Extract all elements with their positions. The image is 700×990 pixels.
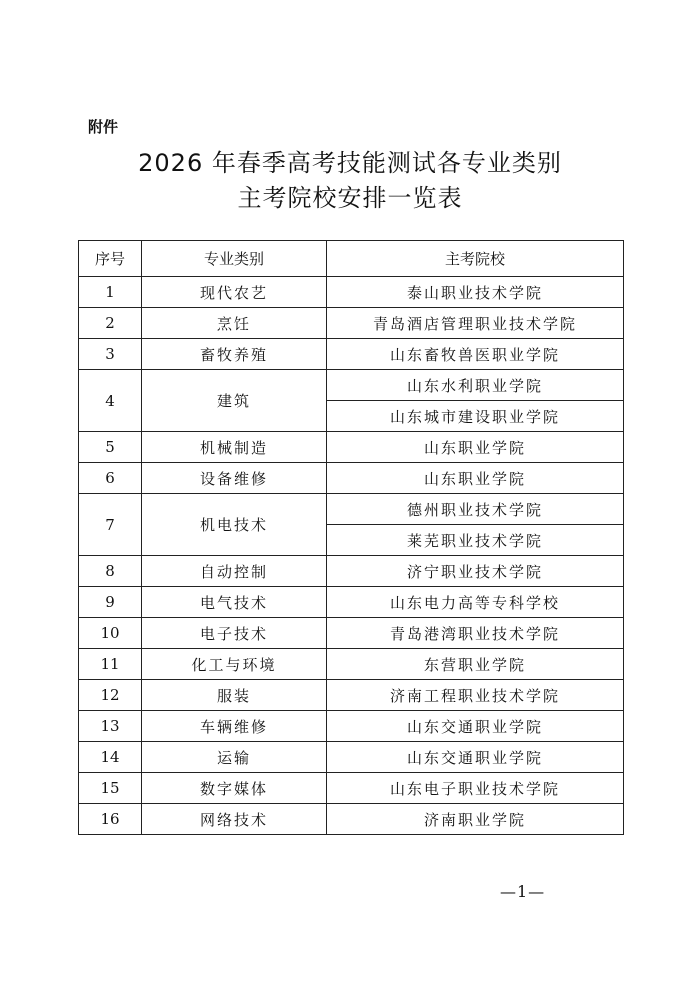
table-header-row (79, 241, 624, 277)
category-cell: 网络技术 (142, 804, 327, 835)
serial-number-cell: 3 (79, 339, 142, 370)
serial-number-cell: 8 (79, 556, 142, 587)
serial-number-cell: 1 (79, 277, 142, 308)
header-school: 主考院校 (327, 241, 624, 277)
serial-number-cell: 10 (79, 618, 142, 649)
serial-number-cell: 13 (79, 711, 142, 742)
school-cell: 青岛港湾职业技术学院 (327, 618, 624, 649)
header-serial-number: 序号 (79, 241, 142, 277)
school-cell: 山东电力高等专科学校 (327, 587, 624, 618)
table-row (79, 680, 624, 711)
school-cell: 山东城市建设职业学院 (327, 401, 624, 432)
serial-number-cell: 11 (79, 649, 142, 680)
serial-number-cell: 9 (79, 587, 142, 618)
category-cell: 机电技术 (142, 494, 327, 556)
category-cell: 电气技术 (142, 587, 327, 618)
table-row (79, 463, 624, 494)
category-cell: 化工与环境 (142, 649, 327, 680)
page-number: —1— (500, 882, 546, 901)
category-cell: 畜牧养殖 (142, 339, 327, 370)
table-row (79, 742, 624, 773)
school-cell: 山东职业学院 (327, 432, 624, 463)
school-cell: 泰山职业技术学院 (327, 277, 624, 308)
header-category: 专业类别 (142, 241, 327, 277)
category-cell: 车辆维修 (142, 711, 327, 742)
table-row (79, 556, 624, 587)
category-cell: 现代农艺 (142, 277, 327, 308)
category-cell: 烹饪 (142, 308, 327, 339)
table-row (79, 339, 624, 370)
serial-number-cell: 12 (79, 680, 142, 711)
table-row (79, 432, 624, 463)
serial-number-cell: 14 (79, 742, 142, 773)
table-row (79, 277, 624, 308)
table-row (79, 308, 624, 339)
serial-number-cell: 4 (79, 370, 142, 432)
category-cell: 自动控制 (142, 556, 327, 587)
document-title-line-2: 主考院校安排一览表 (237, 184, 463, 212)
serial-number-cell: 2 (79, 308, 142, 339)
serial-number-cell: 7 (79, 494, 142, 556)
table-body (79, 277, 624, 835)
school-cell: 山东电子职业技术学院 (327, 773, 624, 804)
table-row (79, 370, 624, 401)
table-row (79, 587, 624, 618)
table-row (79, 618, 624, 649)
attachment-label: 附件 (88, 118, 119, 136)
category-cell: 建筑 (142, 370, 327, 432)
school-cell: 山东水利职业学院 (327, 370, 624, 401)
serial-number-cell: 16 (79, 804, 142, 835)
school-cell: 青岛酒店管理职业技术学院 (327, 308, 624, 339)
document-title-line-1: 2026 年春季高考技能测试各专业类别 (138, 149, 562, 177)
category-cell: 设备维修 (142, 463, 327, 494)
school-cell: 山东交通职业学院 (327, 711, 624, 742)
table-row (79, 494, 624, 525)
serial-number-cell: 5 (79, 432, 142, 463)
school-cell: 济南职业学院 (327, 804, 624, 835)
school-cell: 德州职业技术学院 (327, 494, 624, 525)
school-cell: 山东交通职业学院 (327, 742, 624, 773)
table-row (79, 711, 624, 742)
serial-number-cell: 15 (79, 773, 142, 804)
table-row (79, 773, 624, 804)
table-row (79, 649, 624, 680)
school-cell: 济南工程职业技术学院 (327, 680, 624, 711)
category-cell: 机械制造 (142, 432, 327, 463)
school-cell: 山东畜牧兽医职业学院 (327, 339, 624, 370)
school-cell: 莱芜职业技术学院 (327, 525, 624, 556)
school-cell: 东营职业学院 (327, 649, 624, 680)
school-cell: 山东职业学院 (327, 463, 624, 494)
school-cell: 济宁职业技术学院 (327, 556, 624, 587)
serial-number-cell: 6 (79, 463, 142, 494)
table-row (79, 804, 624, 835)
category-cell: 数字媒体 (142, 773, 327, 804)
category-cell: 运输 (142, 742, 327, 773)
exam-schools-table (78, 240, 624, 835)
category-cell: 电子技术 (142, 618, 327, 649)
category-cell: 服装 (142, 680, 327, 711)
